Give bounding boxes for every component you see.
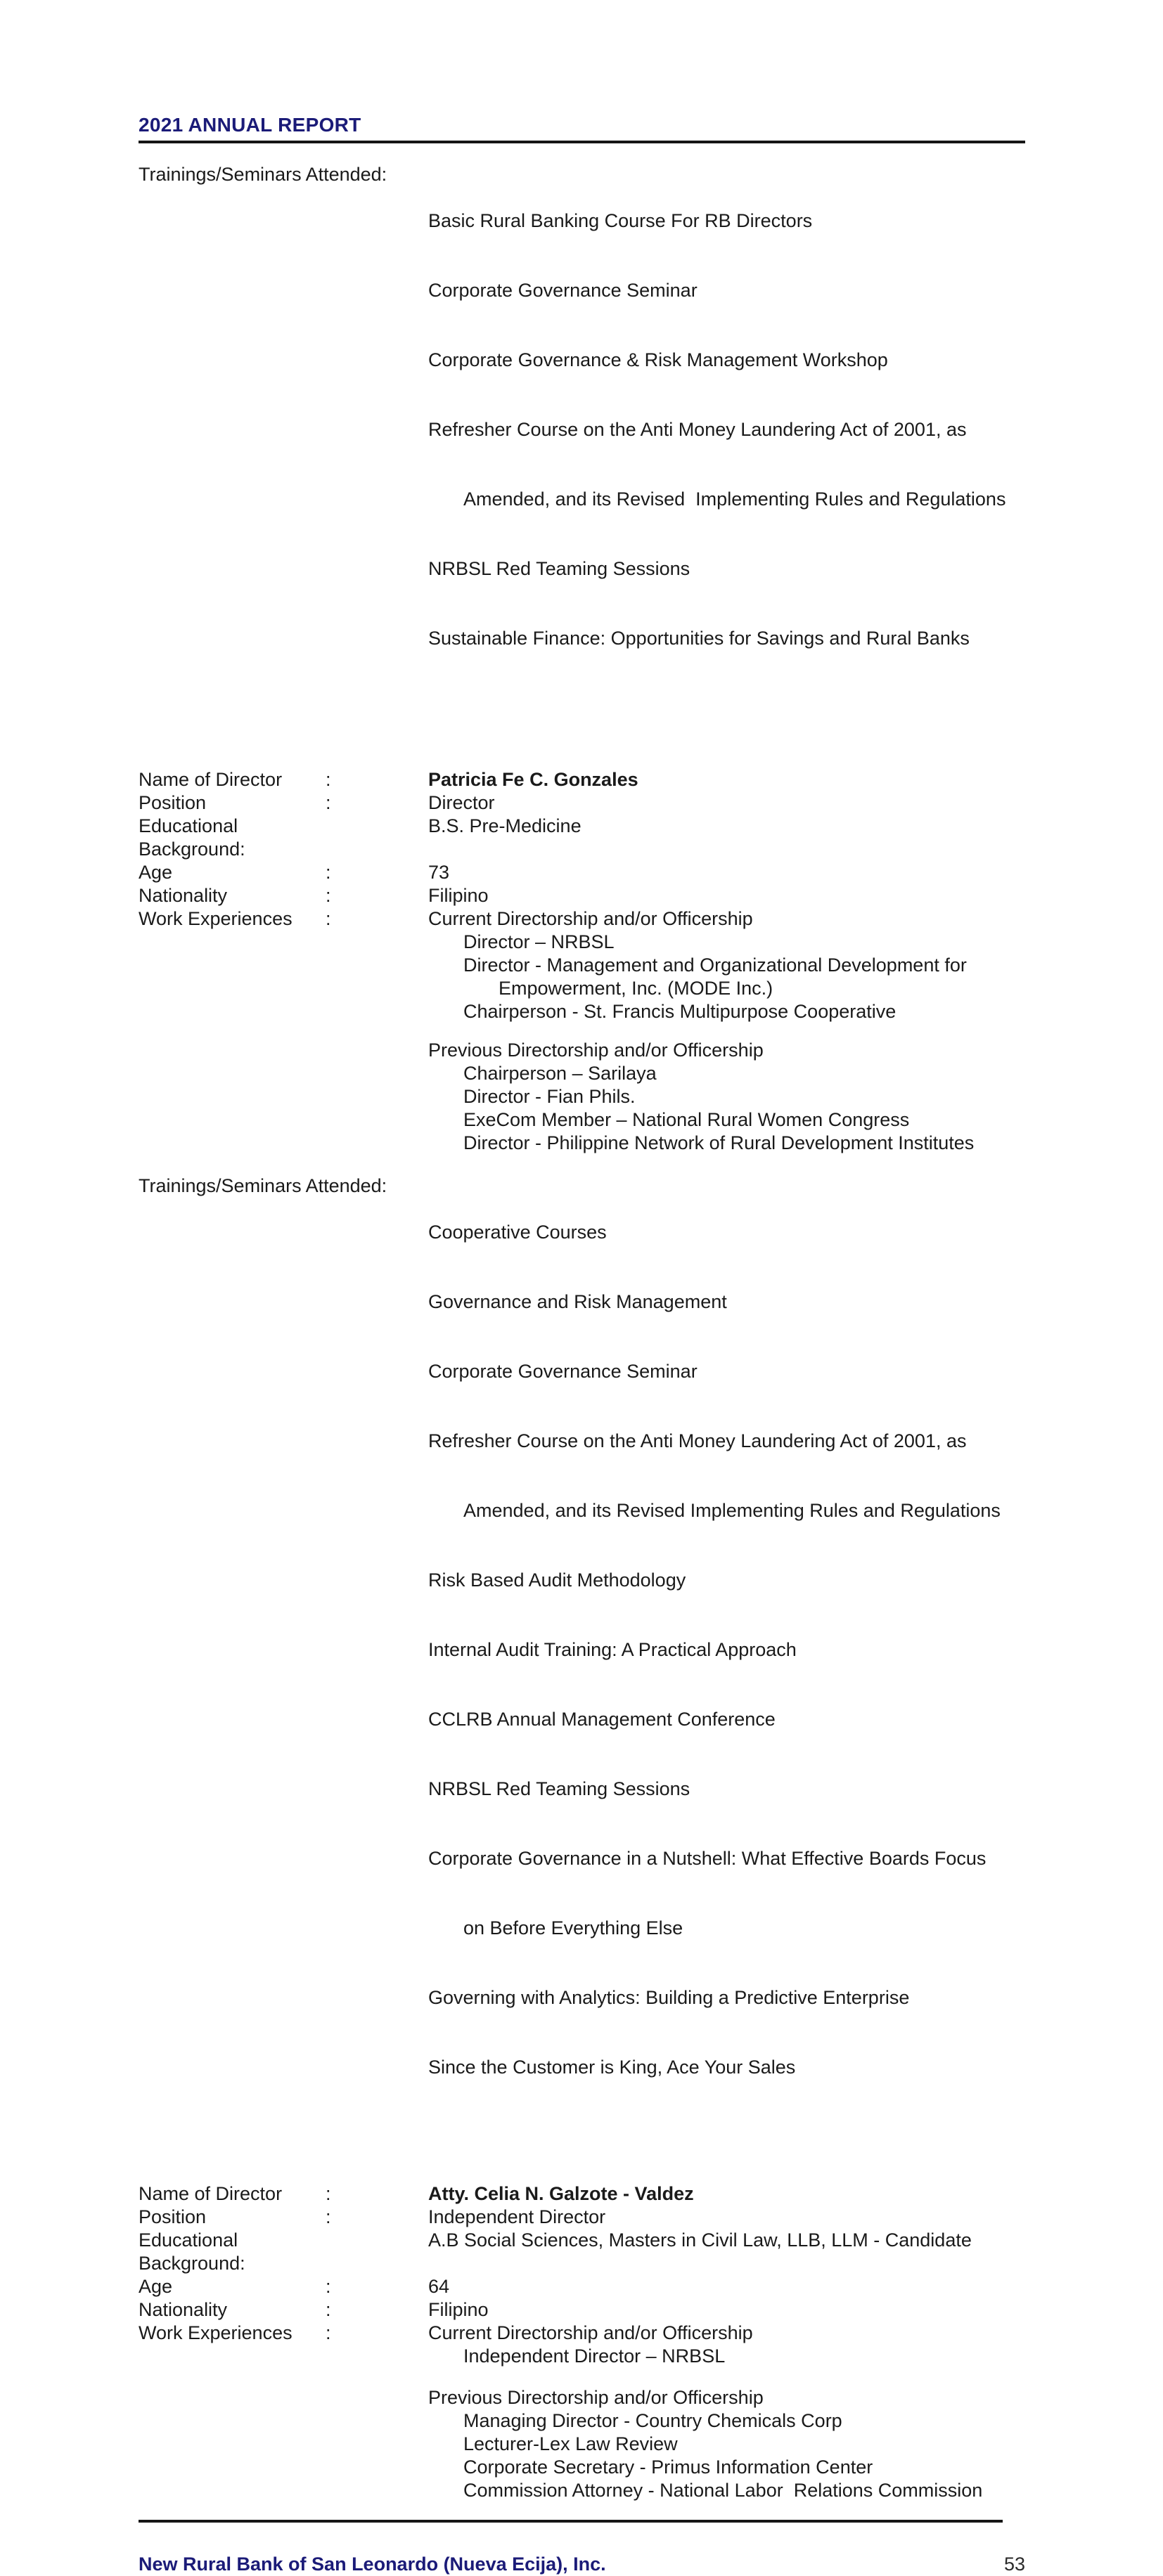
work-experience-line: Chairperson - St. Francis Multipurpose Cooperative (463, 1001, 897, 1022)
field-colon: : (326, 792, 331, 813)
field-label: Position (139, 792, 207, 813)
training-item: Corporate Governance in a Nutshell: What Effective Boards Focus (428, 1848, 987, 1869)
education-value: A.B Social Sciences, Masters in Civil Law, LLB, LLM - Candidate (428, 2229, 972, 2251)
training-item: Internal Audit Training: A Practical Approach (428, 1639, 797, 1660)
field-colon: : (326, 885, 331, 906)
training-item: Sustainable Finance: Opportunities for Savings and Rural Banks (428, 628, 970, 649)
training-item: Corporate Governance Seminar (428, 1361, 698, 1382)
blank-line (139, 1023, 1025, 1039)
training-item: Refresher Course on the Anti Money Laundering Act of 2001, as (428, 1430, 967, 1451)
trainings-label: Trainings/Seminars Attended: (139, 1175, 387, 1196)
previous-officership-heading: Previous Directorship and/or Officership (428, 1040, 764, 1061)
work-experience-line: Commission Attorney - National Labor Relations Commission (463, 2480, 983, 2501)
field-colon: : (326, 2299, 331, 2320)
work-experience-line: Chairperson – Sarilaya (463, 1063, 657, 1084)
training-item-continuation: Amended, and its Revised Implementing Rules and Regulations (463, 488, 1006, 510)
field-label: Nationality (139, 2299, 228, 2320)
age-value: 73 (428, 862, 450, 883)
field-colon: : (326, 2276, 331, 2297)
header-rule (139, 141, 1025, 143)
nationality-value: Filipino (428, 885, 489, 906)
profile-field-row (139, 861, 1025, 884)
training-item: Governing with Analytics: Building a Predictive Enterprise (428, 1987, 910, 2008)
profile-field-row (139, 768, 1025, 791)
training-item: NRBSL Red Teaming Sessions (428, 558, 690, 579)
training-item: Risk Based Audit Methodology (428, 1569, 686, 1591)
current-officership-heading: Current Directorship and/or Officership (428, 2322, 753, 2343)
training-item: Refresher Course on the Anti Money Laundering Act of 2001, as (428, 419, 967, 440)
training-item: NRBSL Red Teaming Sessions (428, 1778, 690, 1799)
education-value: B.S. Pre-Medicine (428, 815, 582, 836)
footer-rule (139, 2520, 1003, 2523)
field-colon: : (326, 2183, 331, 2204)
field-colon: : (326, 769, 331, 790)
work-experience-line: Independent Director – NRBSL (463, 2345, 726, 2367)
work-experience-line: Managing Director - Country Chemicals Corp (463, 2410, 842, 2431)
field-label: Name of Director (139, 2183, 283, 2204)
director-name-value: Atty. Celia N. Galzote - Valdez (428, 2183, 694, 2204)
bank-name: New Rural Bank of San Leonardo (Nueva Ecija), Inc. (139, 2554, 606, 2575)
field-label: Age (139, 2276, 173, 2297)
position-value: Director (428, 792, 495, 813)
profile-field-row (139, 2298, 1025, 2322)
previous-officership-heading: Previous Directorship and/or Officership (428, 2387, 764, 2408)
training-item: Cooperative Courses (428, 1222, 607, 1243)
field-colon: : (326, 2322, 331, 2343)
profile-field-row (139, 2229, 1025, 2275)
profile-field-row (139, 907, 1025, 931)
work-experience-line: Director – NRBSL (463, 931, 615, 952)
training-item: CCLRB Annual Management Conference (428, 1709, 776, 1730)
work-experience-line: Corporate Secretary - Primus Information Center (463, 2457, 873, 2478)
training-item: Since the Customer is King, Ace Your Sales (428, 2057, 796, 2078)
trainings-list (428, 163, 1025, 697)
field-label: Work Experiences (139, 908, 293, 929)
trainings-label: Trainings/Seminars Attended: (139, 164, 387, 185)
field-label: Educational Background: (139, 815, 245, 860)
current-officership-heading: Current Directorship and/or Officership (428, 908, 753, 929)
footer (139, 2552, 1025, 2576)
work-experience-line: ExeCom Member – National Rural Women Congress (463, 1109, 910, 1130)
position-value: Independent Director (428, 2206, 606, 2227)
training-item: Corporate Governance & Risk Management Workshop (428, 349, 888, 370)
work-experience-line-continuation: Empowerment, Inc. (MODE Inc.) (499, 978, 773, 999)
nationality-value: Filipino (428, 2299, 489, 2320)
profile-field-row (139, 2182, 1025, 2206)
profile-field-row (139, 884, 1025, 907)
work-experience-line: Director - Fian Phils. (463, 1086, 636, 1107)
training-item: Governance and Risk Management (428, 1291, 727, 1312)
field-colon: : (326, 2206, 331, 2227)
field-label: Age (139, 862, 173, 883)
field-label: Position (139, 2206, 207, 2227)
work-experience-line: Lecturer-Lex Law Review (463, 2433, 678, 2454)
work-experience-line: Director - Philippine Network of Rural Development Institutes (463, 1132, 975, 1153)
director-name-value: Patricia Fe C. Gonzales (428, 769, 638, 790)
field-label: Nationality (139, 885, 228, 906)
page-number: 53 (1003, 2554, 1025, 2575)
profile-field-row (139, 791, 1025, 815)
profile-field-row (139, 2275, 1025, 2298)
training-item-continuation: on Before Everything Else (463, 1917, 683, 1939)
field-colon: : (326, 862, 331, 883)
profile-field-row (139, 2322, 1025, 2345)
blank-line (139, 2368, 1025, 2386)
trainings-section-1 (139, 163, 1025, 697)
profile-field-row (139, 2206, 1025, 2229)
report-title: 2021 ANNUAL REPORT (139, 114, 361, 136)
trainings-list (428, 1174, 1025, 2125)
director-profile-1 (139, 768, 1025, 1155)
training-item: Basic Rural Banking Course For RB Directors (428, 210, 813, 231)
work-experience-line: Director - Management and Organizational Development for (463, 954, 967, 976)
field-label: Name of Director (139, 769, 283, 790)
training-item: Corporate Governance Seminar (428, 280, 698, 301)
profile-field-row (139, 815, 1025, 861)
field-colon: : (326, 908, 331, 929)
field-label: Work Experiences (139, 2322, 293, 2343)
training-item-continuation: Amended, and its Revised Implementing Rules and Regulations (463, 1500, 1001, 1521)
age-value: 64 (428, 2276, 450, 2297)
trainings-section-2 (139, 1174, 1025, 2125)
field-label: Educational Background: (139, 2229, 245, 2274)
director-profile-2 (139, 2182, 1025, 2502)
